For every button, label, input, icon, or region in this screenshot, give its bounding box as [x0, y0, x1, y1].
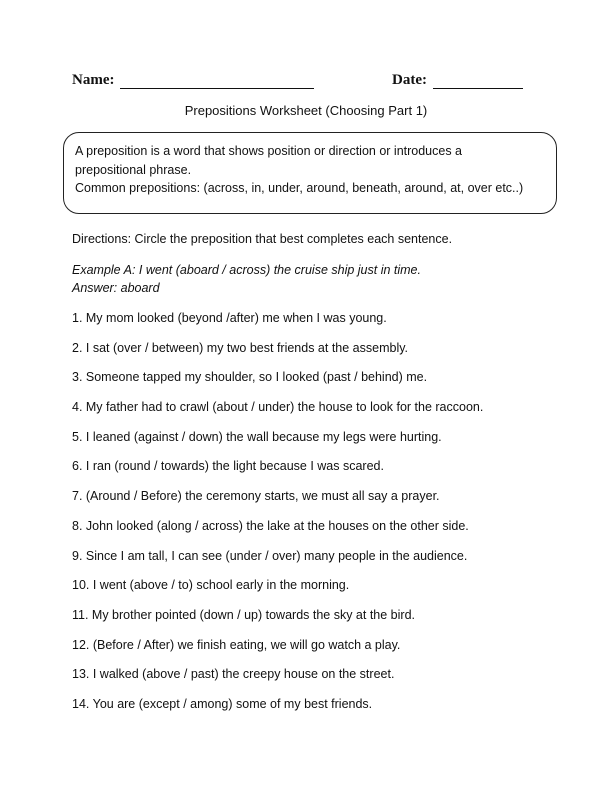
- question-item[interactable]: 8. John looked (along / across) the lake at the houses on the other side.: [72, 518, 469, 533]
- question-item[interactable]: 7. (Around / Before) the ceremony starts, we must all say a prayer.: [72, 489, 440, 504]
- question-item[interactable]: 3. Someone tapped my shoulder, so I looked (past / behind) me.: [72, 370, 428, 385]
- header-row: [72, 72, 532, 92]
- question-item[interactable]: 6. I ran (round / towards) the light because I was scared.: [72, 459, 384, 474]
- question-item[interactable]: 2. I sat (over / between) my two best friends at the assembly.: [72, 340, 409, 355]
- name-blank-line[interactable]: [120, 73, 314, 89]
- question-item[interactable]: 12. (Before / After) we finish eating, we will go watch a play.: [72, 637, 401, 652]
- question-item[interactable]: 10. I went (above / to) school early in the morning.: [72, 578, 350, 593]
- name-label: Name:: [72, 72, 115, 88]
- example-answer: Answer: aboard: [72, 281, 160, 295]
- worksheet-title: Prepositions Worksheet (Choosing Part 1): [184, 103, 428, 118]
- question-item[interactable]: 14. You are (except / among) some of my best friends.: [72, 696, 373, 711]
- name-field: [72, 72, 314, 89]
- date-label: Date:: [392, 72, 427, 88]
- definition-line-1: A preposition is a word that shows position or direction or introduces a: [75, 144, 463, 158]
- example-block: [72, 261, 421, 297]
- question-item[interactable]: 9. Since I am tall, I can see (under / over) many people in the audience.: [72, 548, 468, 563]
- question-list: [72, 311, 552, 727]
- definition-box: [63, 132, 557, 214]
- question-item[interactable]: 5. I leaned (against / down) the wall because my legs were hurting.: [72, 429, 442, 444]
- directions-text: Directions: Circle the preposition that best completes each sentence.: [72, 232, 453, 246]
- date-blank-line[interactable]: [433, 73, 523, 89]
- question-item[interactable]: 11. My brother pointed (down / up) towards the sky at the bird.: [72, 607, 415, 622]
- question-item[interactable]: 1. My mom looked (beyond /after) me when I was young.: [72, 311, 387, 325]
- question-item[interactable]: 13. I walked (above / past) the creepy house on the street.: [72, 667, 395, 682]
- date-field: [392, 72, 523, 89]
- definition-line-2: prepositional phrase.: [75, 162, 192, 177]
- example-sentence: Example A: I went (aboard / across) the cruise ship just in time.: [72, 263, 421, 277]
- common-prepositions-line: Common prepositions: (across, in, under, around, beneath, around, at, over etc..): [75, 181, 524, 195]
- question-item[interactable]: 4. My father had to crawl (about / under) the house to look for the raccoon.: [72, 400, 484, 415]
